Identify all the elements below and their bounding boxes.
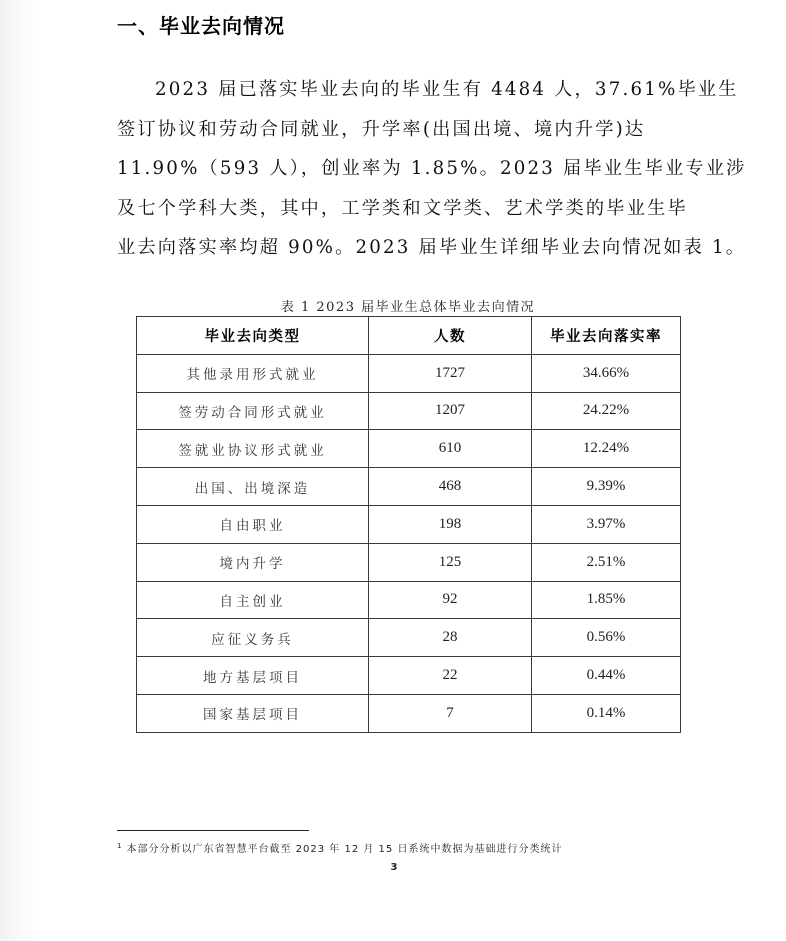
cell-count: 610 bbox=[369, 430, 532, 468]
table-row bbox=[137, 619, 681, 657]
header-rate: 毕业去向落实率 bbox=[532, 317, 681, 355]
table-row bbox=[137, 694, 681, 732]
cell-rate: 1.85% bbox=[532, 581, 681, 619]
header-type: 毕业去向类型 bbox=[137, 317, 369, 355]
cell-rate: 2.51% bbox=[532, 543, 681, 581]
cell-rate: 0.56% bbox=[532, 619, 681, 657]
table-row bbox=[137, 543, 681, 581]
cell-rate: 24.22% bbox=[532, 392, 681, 430]
cell-rate: 0.14% bbox=[532, 694, 681, 732]
table-row bbox=[137, 392, 681, 430]
paragraph-line: 及七个学科大类，其中，工学类和文学类、艺术学类的毕业生毕 bbox=[117, 197, 688, 219]
table-row bbox=[137, 505, 681, 543]
cell-type: 自由职业 bbox=[137, 505, 369, 543]
cell-rate: 9.39% bbox=[532, 468, 681, 506]
section-heading: 一、毕业去向情况 bbox=[117, 14, 285, 38]
cell-count: 7 bbox=[369, 694, 532, 732]
cell-count: 468 bbox=[369, 468, 532, 506]
table-row bbox=[137, 468, 681, 506]
paragraph-line: 11.90%（593 人），创业率为 1.85%。2023 届毕业生毕业专业涉 bbox=[117, 158, 747, 179]
cell-type: 签劳动合同形式就业 bbox=[137, 392, 369, 430]
cell-count: 198 bbox=[369, 505, 532, 543]
footnote-separator bbox=[117, 830, 309, 831]
footnote bbox=[117, 840, 562, 855]
header-count: 人数 bbox=[369, 317, 532, 355]
cell-type: 国家基层项目 bbox=[137, 694, 369, 732]
cell-count: 92 bbox=[369, 581, 532, 619]
cell-count: 1727 bbox=[369, 354, 532, 392]
table-row bbox=[137, 354, 681, 392]
page-number: 3 bbox=[390, 862, 398, 873]
cell-type: 地方基层项目 bbox=[137, 657, 369, 695]
footnote-marker: 1 bbox=[117, 841, 123, 850]
cell-type: 应征义务兵 bbox=[137, 619, 369, 657]
paragraph-line: 2023 届已落实毕业去向的毕业生有 4484 人，37.61%毕业生 bbox=[155, 79, 739, 100]
cell-type: 出国、出境深造 bbox=[137, 468, 369, 506]
page-edge-shadow bbox=[0, 0, 40, 941]
table-row bbox=[137, 581, 681, 619]
cell-rate: 12.24% bbox=[532, 430, 681, 468]
cell-count: 125 bbox=[369, 543, 532, 581]
body-paragraph bbox=[117, 70, 747, 268]
cell-rate: 34.66% bbox=[532, 354, 681, 392]
cell-count: 28 bbox=[369, 619, 532, 657]
table-header-row bbox=[137, 317, 681, 355]
cell-type: 签就业协议形式就业 bbox=[137, 430, 369, 468]
cell-count: 1207 bbox=[369, 392, 532, 430]
paragraph-line: 签订协议和劳动合同就业，升学率(出国出境、境内升学)达 bbox=[117, 118, 646, 140]
table-row bbox=[137, 657, 681, 695]
cell-rate: 3.97% bbox=[532, 505, 681, 543]
cell-type: 其他录用形式就业 bbox=[137, 354, 369, 392]
cell-type: 自主创业 bbox=[137, 581, 369, 619]
table-row bbox=[137, 430, 681, 468]
table-caption: 表 1 2023 届毕业生总体毕业去向情况 bbox=[280, 300, 536, 315]
cell-count: 22 bbox=[369, 657, 532, 695]
cell-type: 境内升学 bbox=[137, 543, 369, 581]
cell-rate: 0.44% bbox=[532, 657, 681, 695]
destination-table bbox=[136, 316, 681, 733]
footnote-text: 本部分分析以广东省智慧平台截至 2023 年 12 月 15 日系统中数据为基础进行分类统计 bbox=[126, 844, 563, 855]
paragraph-line: 业去向落实率均超 90%。2023 届毕业生详细毕业去向情况如表 1。 bbox=[117, 237, 747, 258]
